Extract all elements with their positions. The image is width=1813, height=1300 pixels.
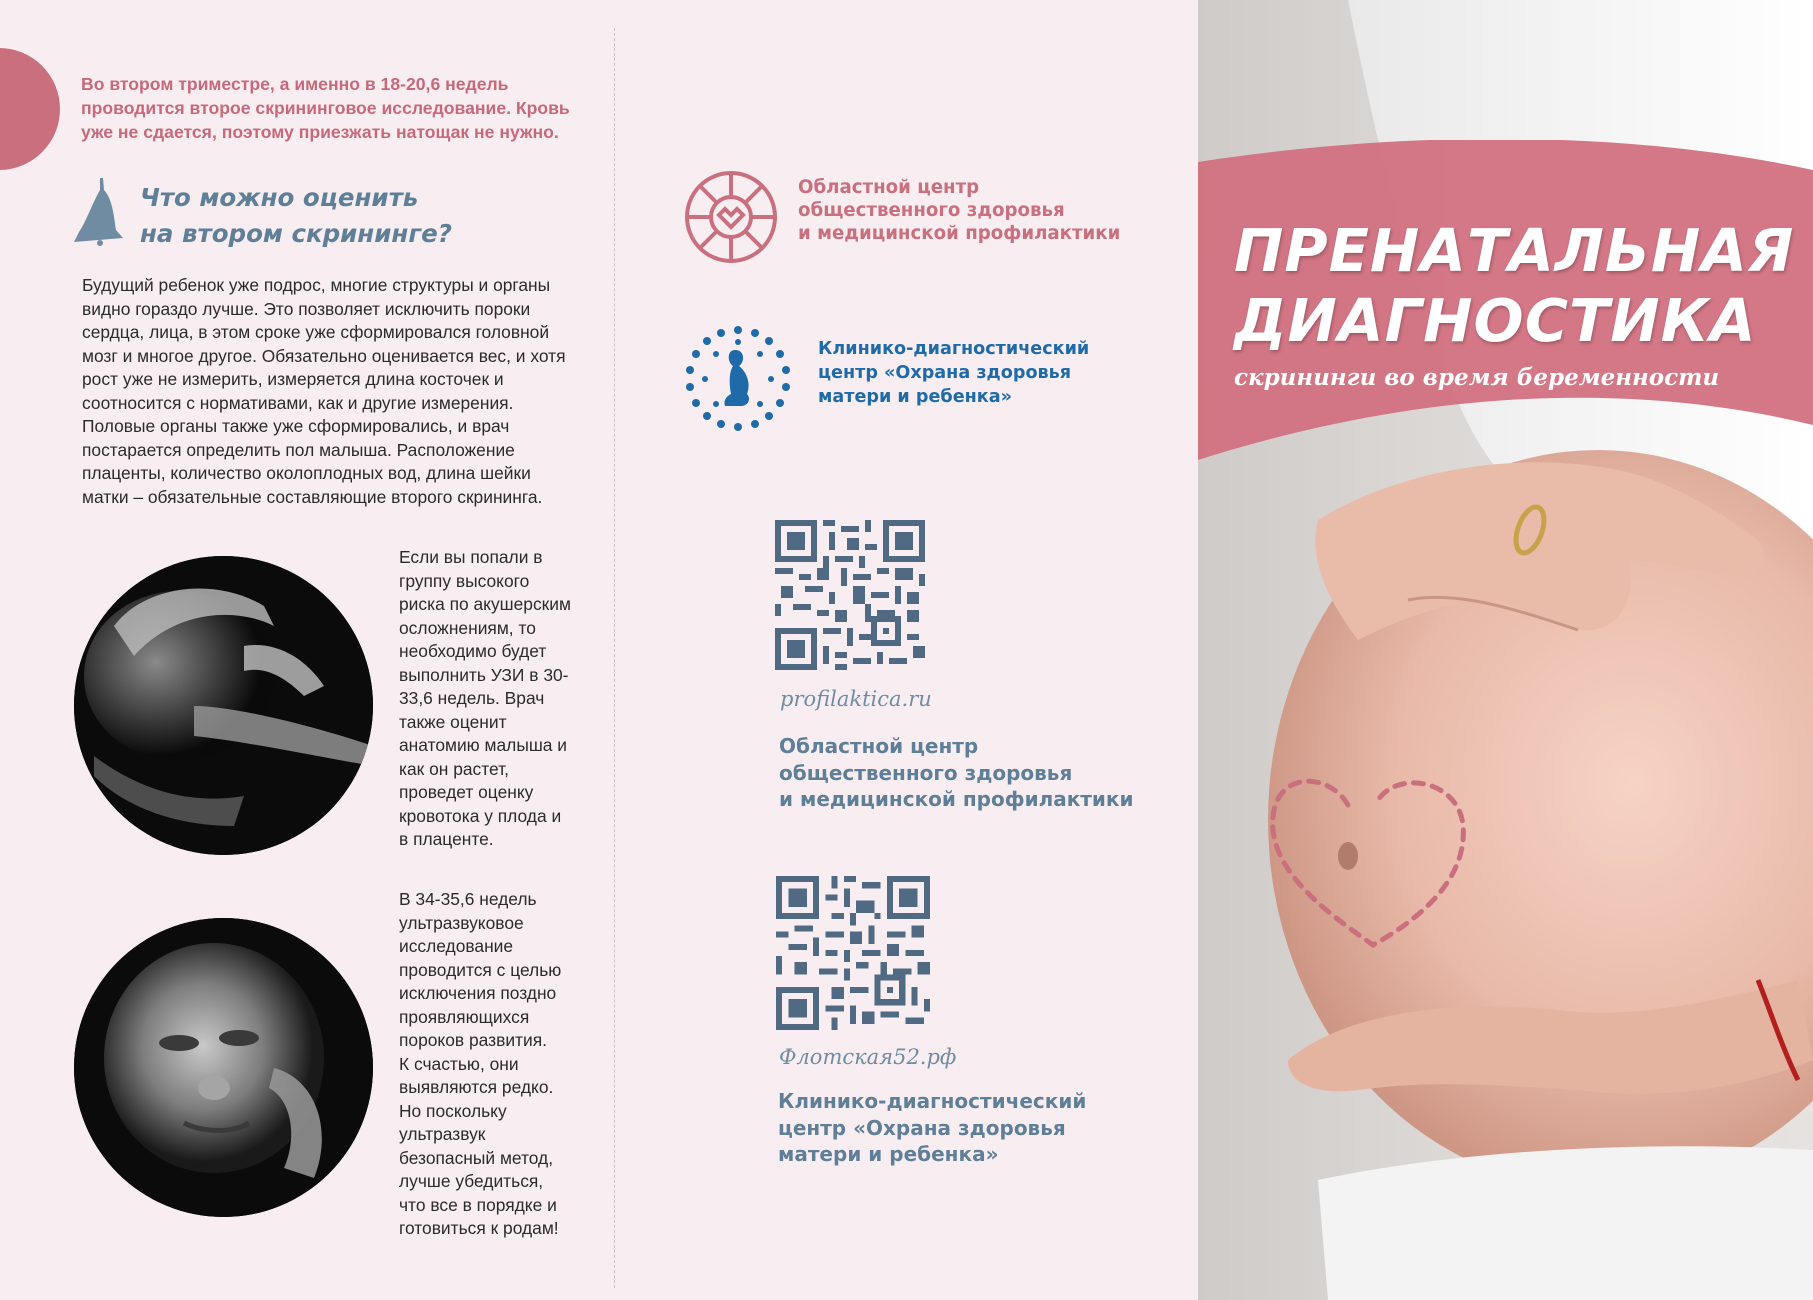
section-title — [140, 180, 452, 252]
maternal-health-center-name — [818, 337, 1089, 409]
org-line: Областной центр — [779, 734, 979, 758]
org-line: центр «Охрана здоровья — [778, 1115, 1066, 1140]
body-line: Половые органы также уже сформировались, и врач — [82, 416, 510, 436]
side-line: также оценит — [399, 711, 507, 732]
ultrasound-image-3d-face — [74, 918, 373, 1217]
body-line: видно гораздо лучше. Это позволяет исключить пороки — [82, 298, 531, 319]
side-line: кровотока у плода и — [399, 805, 562, 826]
ultrasound-image-profile — [74, 556, 373, 855]
body-line: Будущий ребенок уже подрос, многие структуры и органы — [82, 275, 551, 295]
org-line: и медицинской профилактики — [779, 787, 1134, 811]
side-line: К счастью, они — [399, 1053, 519, 1074]
url-flotskaya52[interactable]: Флотская52.рф — [779, 1045, 957, 1069]
decorative-circle — [0, 48, 60, 170]
maternal-health-center-logo-icon — [685, 326, 791, 432]
fold-divider — [614, 28, 615, 1288]
section-title-line: Что можно оценить — [140, 183, 419, 212]
side-line: что все в порядке и — [399, 1194, 557, 1215]
qr-code-flotskaya52[interactable] — [776, 876, 930, 1030]
body-line: рост уже не измерить, измеряется длина косточек и — [82, 369, 504, 389]
org-line: матери и ребенка» — [778, 1142, 999, 1166]
side-line: риска по акушерским — [399, 594, 571, 614]
side-line: анатомию малыша и — [399, 735, 567, 755]
cover-title-line: ПРЕНАТАЛЬНАЯ — [1234, 216, 1795, 285]
cover-title-line: ДИАГНОСТИКА — [1234, 286, 1757, 355]
body-line: матки – обязательные составляющие второго скрининга. — [82, 486, 543, 507]
org-line: общественного здоровья — [798, 200, 1065, 221]
side-line: ультразвуковое — [399, 912, 524, 933]
body-line: соотносится с нормативами, как и другие измерения. — [82, 392, 514, 413]
public-health-center-name — [798, 176, 1120, 245]
side-line: готовиться к родам! — [399, 1218, 559, 1238]
side-line: проведет оценку — [399, 782, 534, 802]
side-line: выполнить УЗИ в 30- — [399, 664, 569, 685]
body-line: постарается определить пол малыша. Расположение — [82, 439, 515, 460]
cover-subtitle: скрининги во время беременности — [1234, 364, 1720, 391]
url-profilaktica[interactable]: profilaktica.ru — [780, 687, 932, 711]
intro-text: Во втором триместре, а именно в 18-20,6 недель проводится второе скрининговое исследование. Кровь уже не сдается, поэтому приезжать натощак не нужно. — [81, 74, 570, 142]
org-line: Областной центр — [798, 177, 980, 198]
side-line: исключения поздно — [399, 983, 557, 1003]
side-line: 33,6 недель. Врач — [399, 688, 545, 708]
body-line: плаценты, количество околоплодных вод, длина шейки — [82, 463, 531, 483]
side-line: в плаценте. — [399, 829, 494, 849]
side-line: как он растет, — [399, 758, 509, 779]
side-line: ультразвук — [399, 1124, 486, 1144]
side-line: выявляются редко. — [399, 1077, 554, 1097]
side-line: Но поскольку — [399, 1100, 507, 1121]
body-text — [82, 274, 582, 509]
section-title-line: на втором скрининге? — [140, 219, 452, 248]
org-line: и медицинской профилактики — [798, 223, 1121, 244]
side-text-third-scan — [399, 888, 575, 1241]
side-line: группу высокого — [399, 570, 530, 591]
maternal-health-center-caption — [778, 1088, 1086, 1168]
body-line: мозг и многое другое. Обязательно оценивается вес, и хотя — [82, 345, 566, 366]
public-health-center-logo-icon — [683, 169, 779, 265]
side-line: проводится с целью — [399, 959, 562, 980]
cover-title — [1234, 216, 1794, 356]
side-line: безопасный метод, — [399, 1147, 554, 1168]
side-line: исследование — [399, 936, 514, 956]
org-line: Клинико-диагностический — [818, 339, 1090, 359]
side-line: осложнениям, то — [399, 617, 536, 638]
body-line: сердца, лица, в этом сроке уже сформировался головной — [82, 322, 550, 342]
org-line: Клинико-диагностический — [778, 1089, 1087, 1113]
public-health-center-caption — [779, 733, 1134, 813]
side-line: пороков развития. — [399, 1030, 547, 1050]
org-line: общественного здоровья — [779, 760, 1073, 785]
side-line: Если вы попали в — [399, 547, 543, 567]
org-line: матери и ребенка» — [818, 387, 1012, 407]
side-line: В 34-35,6 недель — [399, 889, 537, 909]
side-text-late-scan — [399, 546, 575, 852]
side-line: необходимо будет — [399, 641, 547, 661]
side-line: лучше убедиться, — [399, 1171, 544, 1191]
org-line: центр «Охрана здоровья — [818, 363, 1072, 383]
qr-code-profilaktica[interactable] — [775, 520, 925, 670]
bell-icon — [70, 176, 124, 246]
side-line: проявляющихся — [399, 1006, 530, 1027]
